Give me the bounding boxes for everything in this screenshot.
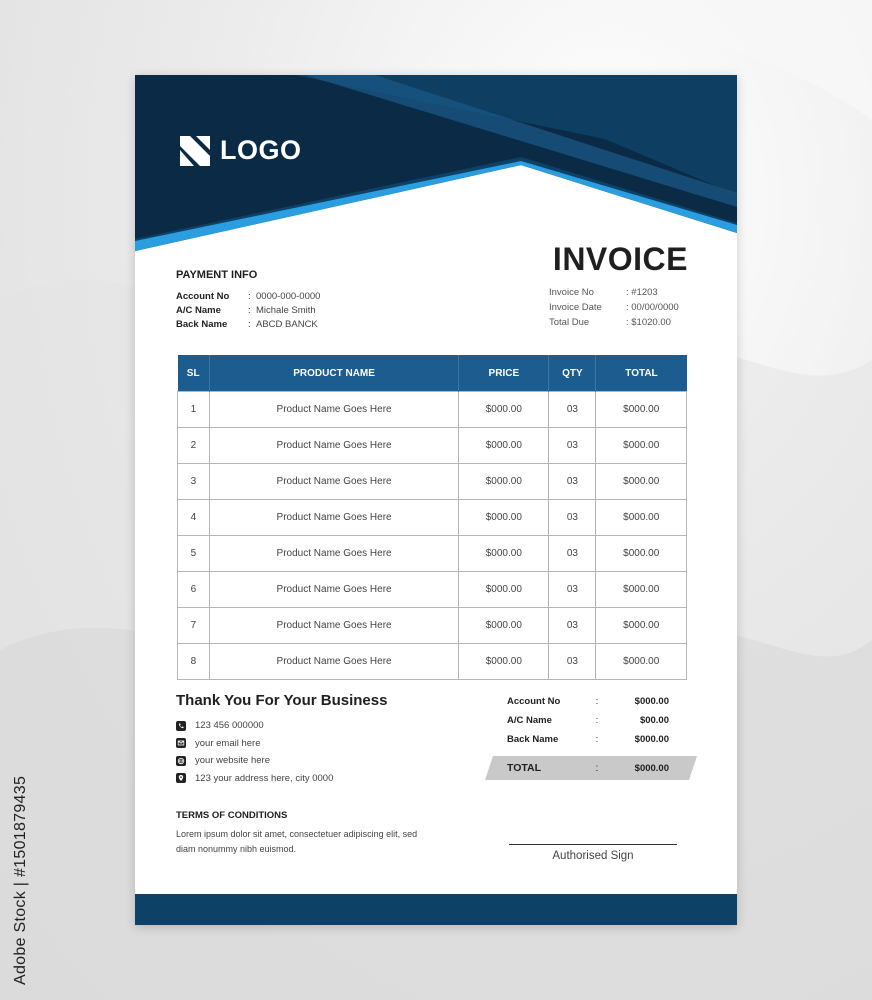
payment-value: ABCD BANCK xyxy=(256,318,318,330)
contact-list xyxy=(176,717,333,787)
summary-block xyxy=(507,692,669,749)
contact-website xyxy=(176,752,333,770)
cell-sl: 8 xyxy=(178,644,210,680)
cell-product-name: Product Name Goes Here xyxy=(209,500,458,536)
cell-product-name: Product Name Goes Here xyxy=(209,644,458,680)
total-label: TOTAL xyxy=(507,762,542,774)
meta-row-total-due xyxy=(549,315,679,330)
cell-total: $000.00 xyxy=(596,500,687,536)
cell-qty: 03 xyxy=(549,536,596,572)
payment-label: Back Name xyxy=(176,318,228,330)
table-row xyxy=(178,644,687,680)
payment-colon: : xyxy=(248,290,251,302)
contact-text: your website here xyxy=(195,755,270,767)
contact-phone xyxy=(176,717,333,735)
payment-info xyxy=(176,269,320,331)
cell-qty: 03 xyxy=(549,608,596,644)
cell-total: $000.00 xyxy=(596,392,687,428)
contact-text: your email here xyxy=(195,737,261,749)
cell-qty: 03 xyxy=(549,644,596,680)
footer-band xyxy=(135,894,737,925)
summary-row-account-no xyxy=(507,692,669,711)
cell-total: $000.00 xyxy=(596,536,687,572)
contact-text: 123 456 000000 xyxy=(195,720,264,732)
cell-sl: 5 xyxy=(178,536,210,572)
cell-price: $000.00 xyxy=(459,392,549,428)
cell-product-name: Product Name Goes Here xyxy=(209,572,458,608)
header-total: TOTAL xyxy=(596,355,687,392)
cell-sl: 4 xyxy=(178,500,210,536)
payment-row-bank-name xyxy=(176,317,320,331)
invoice-sheet xyxy=(135,75,737,925)
cell-price: $000.00 xyxy=(459,428,549,464)
meta-value: : 00/00/0000 xyxy=(626,302,679,313)
cell-price: $000.00 xyxy=(459,536,549,572)
cell-total: $000.00 xyxy=(596,608,687,644)
meta-row-invoice-no xyxy=(549,285,679,300)
total-colon: : xyxy=(595,762,599,774)
summary-row-ac-name xyxy=(507,711,669,730)
table-row xyxy=(178,536,687,572)
cell-product-name: Product Name Goes Here xyxy=(209,392,458,428)
summary-value: $00.00 xyxy=(639,715,669,726)
cell-total: $000.00 xyxy=(596,428,687,464)
cell-price: $000.00 xyxy=(459,572,549,608)
contact-email xyxy=(176,735,333,753)
header-sl: SL xyxy=(178,355,210,392)
contact-address xyxy=(176,770,333,788)
payment-colon: : xyxy=(248,318,251,330)
summary-label: Account No xyxy=(507,696,561,707)
cell-product-name: Product Name Goes Here xyxy=(209,464,458,500)
summary-label: A/C Name xyxy=(507,715,552,726)
cell-price: $000.00 xyxy=(459,500,549,536)
cell-qty: 03 xyxy=(549,572,596,608)
cell-qty: 03 xyxy=(549,464,596,500)
logo-mark-icon xyxy=(180,136,210,166)
cell-price: $000.00 xyxy=(459,644,549,680)
meta-value: : #1203 xyxy=(626,287,658,298)
header-qty: QTY xyxy=(549,355,596,392)
summary-label: Back Name xyxy=(507,734,559,745)
terms-text: Lorem ipsum dolor sit amet, consectetuer adipiscing elit, sed diam nonummy nibh euismod. xyxy=(176,829,418,854)
table-row xyxy=(178,464,687,500)
payment-row-account-no xyxy=(176,289,320,303)
location-icon xyxy=(176,773,186,783)
summary-colon: : xyxy=(595,734,599,745)
table-row xyxy=(178,428,687,464)
logo-text: LOGO xyxy=(220,135,302,165)
contact-text: 123 your address here, city 0000 xyxy=(195,772,334,784)
terms-title: TERMS OF CONDITIONS xyxy=(176,810,288,821)
website-icon xyxy=(176,756,186,766)
cell-product-name: Product Name Goes Here xyxy=(209,428,458,464)
cell-sl: 3 xyxy=(178,464,210,500)
summary-value: $000.00 xyxy=(634,696,669,707)
cell-total: $000.00 xyxy=(596,572,687,608)
table-row xyxy=(178,392,687,428)
payment-label: A/C Name xyxy=(176,304,221,316)
cell-qty: 03 xyxy=(549,428,596,464)
payment-row-ac-name xyxy=(176,303,320,317)
summary-colon: : xyxy=(595,696,599,707)
total-row xyxy=(507,756,669,780)
cell-price: $000.00 xyxy=(459,608,549,644)
stock-watermark-label: Adobe Stock | #1501879435 xyxy=(12,775,29,985)
phone-icon xyxy=(176,721,186,731)
summary-colon: : xyxy=(595,715,599,726)
cell-sl: 1 xyxy=(178,392,210,428)
cell-sl: 2 xyxy=(178,428,210,464)
payment-label: Account No xyxy=(176,290,230,302)
table-row xyxy=(178,500,687,536)
cell-sl: 6 xyxy=(178,572,210,608)
table-row xyxy=(178,608,687,644)
meta-value: : $1020.00 xyxy=(626,317,671,328)
payment-info-title: PAYMENT INFO xyxy=(176,269,258,281)
header-product-name: PRODUCT NAME xyxy=(209,355,458,392)
payment-value: Michale Smith xyxy=(256,304,316,316)
table-header-row xyxy=(178,355,687,392)
invoice-meta xyxy=(549,285,679,330)
company-logo xyxy=(180,135,302,166)
cell-product-name: Product Name Goes Here xyxy=(209,608,458,644)
summary-row-bank-name xyxy=(507,730,669,749)
table-row xyxy=(178,572,687,608)
cell-sl: 7 xyxy=(178,608,210,644)
invoice-title: INVOICE xyxy=(552,241,688,277)
total-value: $000.00 xyxy=(634,762,669,774)
email-icon xyxy=(176,738,186,748)
payment-value: 0000-000-0000 xyxy=(256,290,321,302)
signature-line xyxy=(509,844,677,845)
cell-total: $000.00 xyxy=(596,644,687,680)
items-table xyxy=(177,355,687,680)
cell-qty: 03 xyxy=(549,392,596,428)
cell-total: $000.00 xyxy=(596,464,687,500)
signature-label: Authorised Sign xyxy=(552,850,634,862)
payment-colon: : xyxy=(248,304,251,316)
meta-label: Total Due xyxy=(549,317,590,328)
summary-value: $000.00 xyxy=(634,734,669,745)
thank-you-heading: Thank You For Your Business xyxy=(176,692,388,709)
cell-qty: 03 xyxy=(549,500,596,536)
meta-label: Invoice Date xyxy=(549,302,602,313)
meta-row-invoice-date xyxy=(549,300,679,315)
cell-price: $000.00 xyxy=(459,464,549,500)
cell-product-name: Product Name Goes Here xyxy=(209,536,458,572)
header-price: PRICE xyxy=(459,355,549,392)
meta-label: Invoice No xyxy=(549,287,594,298)
